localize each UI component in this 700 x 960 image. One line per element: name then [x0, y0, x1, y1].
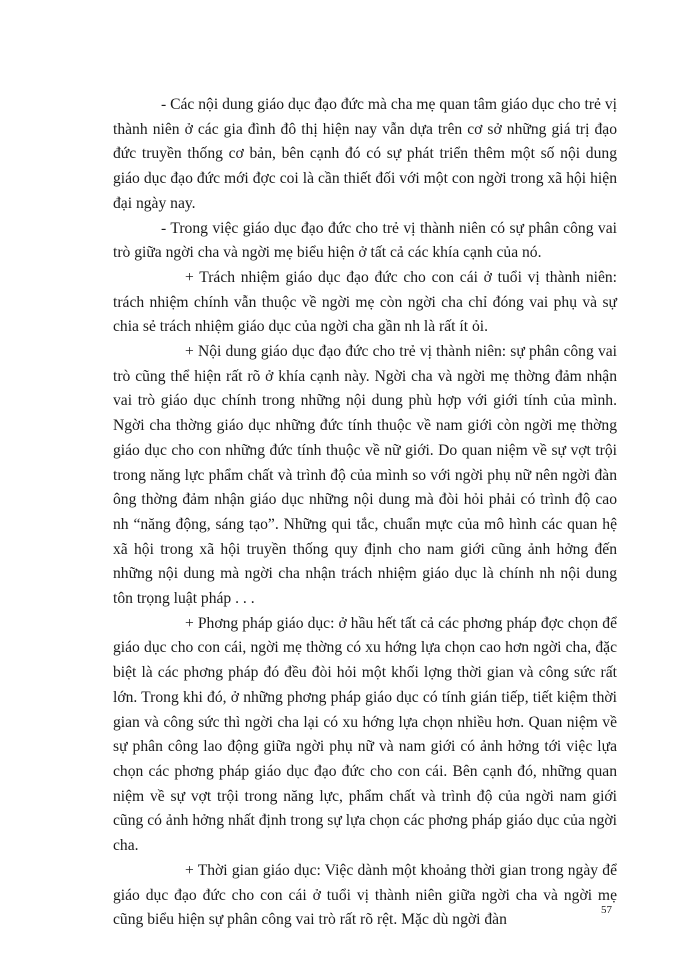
- document-body: [113, 93, 617, 933]
- paragraph: + Nội dung giáo dục đạo đức cho trẻ vị thành niên: sự phân công vai trò cũng thể hiện rất rõ ở khía cạnh này. Ngời cha và ngời mẹ thờng đảm nhận vai trò giáo dục chính trong những nội dung phù hợp với giới tính của mình. Ngời cha thờng giáo dục những đức tính thuộc về nam giới còn ngời mẹ thờng giáo dục cho con những đức tính thuộc về nữ giới. Do quan niệm về sự vợt trội trong năng lực phẩm chất và trình độ của mình so với ngời phụ nữ nên ngời đàn ông thờng đảm nhận giáo dục những nội dung mà đòi hỏi phải có trình độ cao nh “năng động, sáng tạo”. Những qui tắc, chuẩn mực của mô hình các quan hệ xã hội trong xã hội truyền thống quy định cho nam giới cũng ảnh hởng đến những nội dung mà ngời cha nhận trách nhiệm giáo dục là chính nh nội dung tôn trọng luật pháp . . .: [113, 343, 617, 608]
- paragraph: + Thời gian giáo dục: Việc dành một khoảng thời gian trong ngày để giáo dục đạo đức cho con cái ở tuổi vị thành niên giữa ngời cha và ngời mẹ cũng biểu hiện sự phân công vai trò rất rõ rệt. Mặc dù ngời đàn: [113, 861, 617, 929]
- paragraph: - Trong việc giáo dục đạo đức cho trẻ vị thành niên có sự phân công vai trò giữa ngời cha và ngời mẹ biểu hiện ở tất cả các khía cạnh của nó.: [113, 219, 617, 262]
- paragraph: - Các nội dung giáo dục đạo đức mà cha mẹ quan tâm giáo dục cho trẻ vị thành niên ở các gia đình đô thị hiện nay vẫn dựa trên cơ sở những giá trị đạo đức truyền thống cơ bản, bên cạnh đó có sự phát triển thêm một số nội dung giáo dục đạo đức mới đợc coi là cần thiết đối với một con ngời trong xã hội hiện đại ngày nay.: [113, 96, 617, 212]
- paragraph: + Trách nhiệm giáo dục đạo đức cho con cái ở tuổi vị thành niên: trách nhiệm chính vẫn thuộc về ngời mẹ còn ngời cha chỉ đóng vai phụ và sự chia sẻ trách nhiệm giáo dục của ngời cha gần nh là rất ít ỏi.: [113, 268, 617, 336]
- paragraph: + Phơng pháp giáo dục: ở hầu hết tất cả các phơng pháp đợc chọn để giáo dục cho con cái, ngời mẹ thờng có xu hớng lựa chọn cao hơn ngời cha, đặc biệt là các phơng pháp đó đều đòi hỏi một khối lợng thời gian và công sức rất lớn. Trong khi đó, ở những phơng pháp giáo dục có tính gián tiếp, tiết kiệm thời gian và công sức thì ngời cha lại có xu hớng lựa chọn nhiều hơn. Quan niệm về sự phân công lao động giữa ngời phụ nữ và nam giới có ảnh hởng tới việc lựa chọn các phơng pháp giáo dục đạo đức cho con cái. Bên cạnh đó, những quan niệm về sự vợt trội trong năng lực, phẩm chất và trình độ của ngời nam giới cũng có ảnh hởng nhất định trong sự lựa chọn các phơng pháp giáo dục của ngời cha.: [113, 614, 617, 855]
- page-number: 57: [601, 904, 612, 916]
